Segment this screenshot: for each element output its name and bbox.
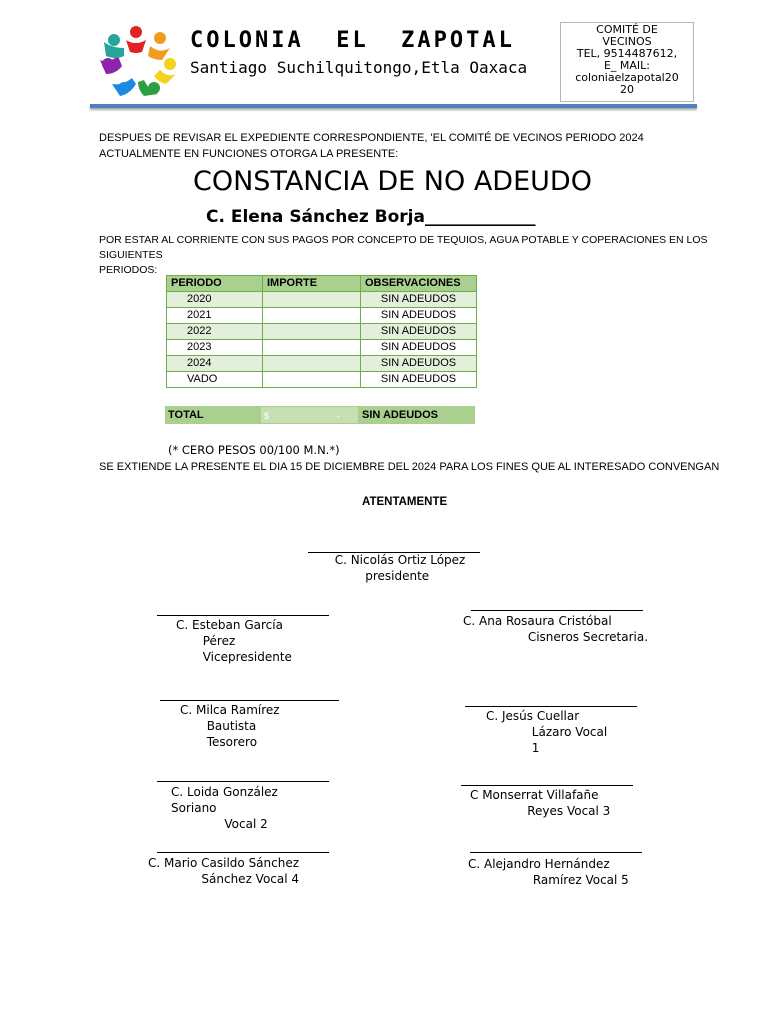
amount-cell xyxy=(263,372,361,388)
signature-president: C. Nicolás Ortiz López presidente xyxy=(334,553,466,583)
column-header-importe: IMPORTE xyxy=(263,276,361,292)
statement-paragraph xyxy=(99,233,739,278)
signature-secretary: C. Ana Rosaura Cristóbal Cisneros Secretaria. xyxy=(463,614,649,644)
header-divider xyxy=(90,104,697,108)
total-observation: SIN ADEUDOS xyxy=(359,406,475,424)
signature-line-vocal2 xyxy=(157,781,329,782)
observation-cell: SIN ADEUDOS xyxy=(361,292,477,308)
observation-cell: SIN ADEUDOS xyxy=(361,324,477,340)
organization-location: Santiago Suchilquitongo,Etla Oaxaca xyxy=(190,58,528,77)
observation-cell: SIN ADEUDOS xyxy=(361,340,477,356)
signature-line-vicepresident xyxy=(157,615,329,616)
table-row xyxy=(167,372,477,388)
contact-line: TEL, 9514487612, xyxy=(576,47,678,60)
document-title: CONSTANCIA DE NO ADEUDO xyxy=(193,166,592,197)
intro-text xyxy=(99,130,699,162)
table-row xyxy=(167,308,477,324)
intro-line: DESPUES DE REVISAR EL EXPEDIENTE CORRESPONDIENTE, 'EL COMITÉ DE VECINOS PERIODO 2024 xyxy=(99,132,644,144)
amount-cell xyxy=(263,356,361,372)
contact-line: COMITÉ DE xyxy=(596,23,658,36)
observation-cell: SIN ADEUDOS xyxy=(361,356,477,372)
amount-cell xyxy=(263,308,361,324)
total-amount xyxy=(260,406,359,424)
contact-line: E_ MAIL: xyxy=(603,59,651,72)
total-row xyxy=(165,406,475,424)
contact-line: 20 xyxy=(620,83,634,96)
amount-cell xyxy=(263,340,361,356)
contact-line: coloniaelzapotal20 xyxy=(575,71,679,84)
payment-periods-table xyxy=(166,275,477,388)
table-header-row xyxy=(167,276,477,292)
contact-line: VECINOS xyxy=(602,35,652,48)
statement-line: POR ESTAR AL CORRIENTE CON SUS PAGOS POR CONCEPTO DE TEQUIOS, AGUA POTABLE Y COPERACIONES EN LOS SIGUIENTES xyxy=(99,234,708,261)
closing-statement: SE EXTIENDE LA PRESENTE EL DIA 15 DE DICIEMBRE DEL 2024 PARA LOS FINES QUE AL INTERESADO CONVENGAN xyxy=(99,461,720,473)
period-cell: VADO xyxy=(167,372,263,388)
regards-heading: ATENTAMENTE xyxy=(362,496,448,508)
period-cell: 2023 xyxy=(167,340,263,356)
signature-vocal4: C. Mario Casildo Sánchez Sánchez Vocal 4 xyxy=(148,856,300,886)
amount-in-words: (* CERO PESOS 00/100 M.N.*) xyxy=(168,443,340,457)
signature-line-secretary xyxy=(471,610,643,611)
period-cell: 2024 xyxy=(167,356,263,372)
signature-treasurer: C. Milca Ramírez Bautista Tesorero xyxy=(180,703,280,749)
table-row xyxy=(167,340,477,356)
total-value: - xyxy=(337,411,340,421)
signature-line-vocal3 xyxy=(461,785,633,786)
amount-cell xyxy=(263,292,361,308)
organization-logo xyxy=(95,22,185,98)
total-currency: $ xyxy=(264,411,270,421)
signature-vocal5: C. Alejandro Hernández Ramírez Vocal 5 xyxy=(468,857,629,887)
period-cell: 2022 xyxy=(167,324,263,340)
signature-line-vocal5 xyxy=(470,852,642,853)
observation-cell: SIN ADEUDOS xyxy=(361,372,477,388)
signature-vicepresident: C. Esteban García Pérez Vicepresidente xyxy=(176,618,292,664)
intro-line: ACTUALMENTE EN FUNCIONES OTORGA LA PRESENTE: xyxy=(99,148,399,160)
period-cell: 2021 xyxy=(167,308,263,324)
signature-line-vocal1 xyxy=(465,706,637,707)
table-row xyxy=(167,324,477,340)
signature-vocal2: C. Loida González Soriano Vocal 2 xyxy=(171,785,278,831)
column-header-observaciones: OBSERVACIONES xyxy=(361,276,477,292)
amount-cell xyxy=(263,324,361,340)
signature-vocal3: C Monserrat Villafañe Reyes Vocal 3 xyxy=(470,788,611,818)
total-label: TOTAL xyxy=(165,406,260,424)
committee-contact-box xyxy=(560,22,694,102)
column-header-periodo: PERIODO xyxy=(167,276,263,292)
recipient-name: C. Elena Sánchez Borja_____________ xyxy=(206,207,536,227)
signature-line-vocal4 xyxy=(157,852,329,853)
signature-line-treasurer xyxy=(160,700,339,701)
signature-vocal1: C. Jesús Cuellar Lázaro Vocal 1 xyxy=(486,709,608,755)
observation-cell: SIN ADEUDOS xyxy=(361,308,477,324)
period-cell: 2020 xyxy=(167,292,263,308)
organization-title: COLONIA EL ZAPOTAL xyxy=(190,28,515,53)
statement-line: PERIODOS: xyxy=(99,264,158,276)
table-row xyxy=(167,356,477,372)
table-row xyxy=(167,292,477,308)
